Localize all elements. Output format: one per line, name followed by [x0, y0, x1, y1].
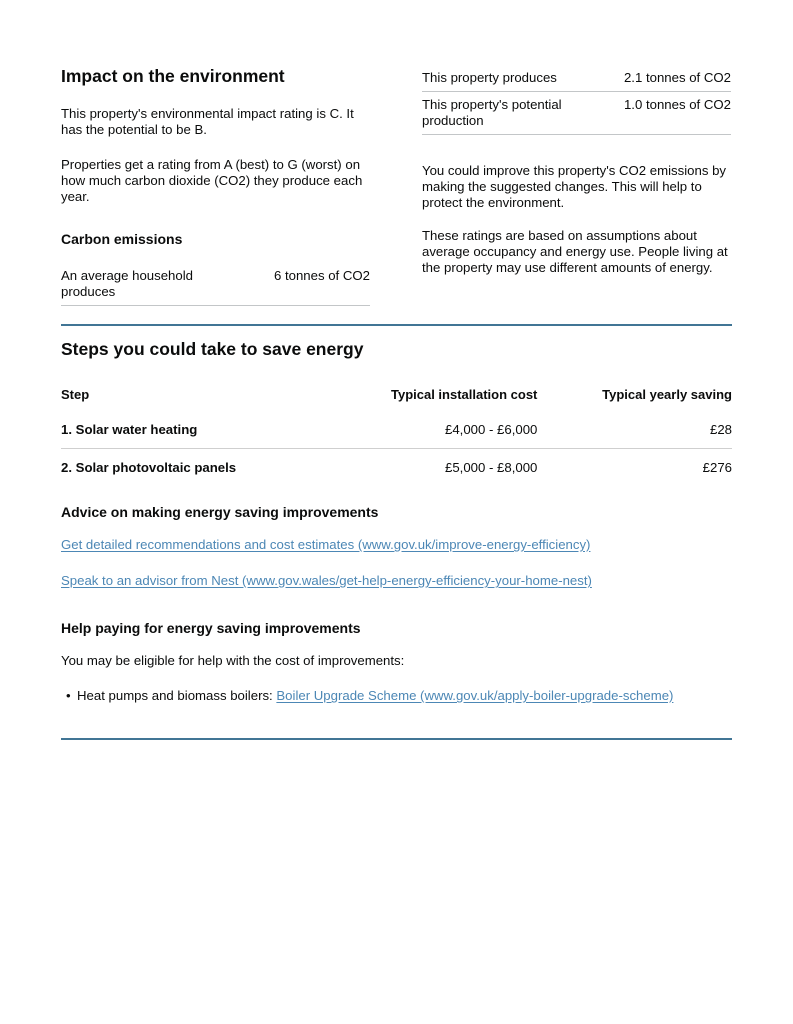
- table-row: [422, 92, 731, 135]
- bullet-text: [77, 688, 673, 704]
- steps-table: [61, 387, 732, 476]
- improve-paragraph: You could improve this property's CO2 emissions by making the suggested changes. This will help to protect the environment.: [422, 163, 727, 210]
- average-household-label: An average household produces: [61, 268, 240, 306]
- step-1-cost: £4,000 - £6,000: [363, 403, 537, 449]
- help-bullet-list: [61, 688, 732, 704]
- table-row: [61, 403, 732, 449]
- link-row: [61, 573, 732, 589]
- bullet-prefix: Heat pumps and biomass boilers:: [77, 688, 277, 703]
- boiler-upgrade-scheme-link[interactable]: Boiler Upgrade Scheme (www.gov.uk/apply-boiler-upgrade-scheme): [276, 688, 674, 703]
- page-content: [61, 0, 732, 740]
- step-2-saving: £276: [702, 460, 732, 475]
- assumptions-paragraph: These ratings are based on assumptions about average occupancy and energy use. People living at the property may use different amounts of energy.: [422, 228, 728, 275]
- help-subsection: [61, 620, 732, 704]
- potential-production-label: This property's potential production: [422, 92, 601, 135]
- recommendations-link[interactable]: Get detailed recommendations and cost estimates (www.gov.uk/improve-energy-efficiency): [61, 537, 591, 552]
- property-co2-table: [422, 70, 731, 135]
- bottom-divider: [61, 738, 732, 740]
- property-produces-value: 2.1 tonnes of CO2: [601, 70, 731, 92]
- bullet-marker: •: [66, 688, 71, 703]
- impact-heading: Impact on the environment: [61, 66, 285, 86]
- property-produces-label: This property produces: [422, 70, 601, 92]
- potential-production-value: 1.0 tonnes of CO2: [601, 92, 731, 135]
- column-header-installation-cost: Typical installation cost: [390, 387, 538, 402]
- impact-explain-paragraph: Properties get a rating from A (best) to G (worst) on how much carbon dioxide (CO2) they produce each year.: [61, 157, 363, 204]
- table-row: [61, 449, 732, 477]
- advice-subsection: [61, 504, 732, 589]
- carbon-emissions-table: [61, 268, 370, 306]
- impact-left-column: [61, 66, 370, 306]
- steps-section: [61, 339, 732, 740]
- steps-table-header-row: [61, 387, 732, 403]
- step-1-name: 1. Solar water heating: [61, 403, 363, 449]
- impact-section: [61, 66, 732, 306]
- average-household-value: 6 tonnes of CO2: [240, 268, 370, 306]
- advice-heading: Advice on making energy saving improvements: [61, 504, 379, 520]
- column-header-yearly-saving: Typical yearly saving: [602, 387, 732, 402]
- carbon-emissions-heading: Carbon emissions: [61, 231, 183, 247]
- impact-rating-paragraph: This property's environmental impact rating is C. It has the potential to be B.: [61, 106, 354, 137]
- section-divider: [61, 324, 732, 326]
- table-row: [422, 70, 731, 92]
- step-2-cost: £5,000 - £8,000: [445, 460, 538, 475]
- column-header-step: Step: [61, 387, 90, 402]
- impact-right-column: [422, 66, 731, 306]
- link-row: [61, 537, 732, 553]
- table-row: [61, 268, 370, 306]
- step-2-name: 2. Solar photovoltaic panels: [61, 460, 237, 475]
- step-1-saving: £28: [537, 403, 732, 449]
- nest-advisor-link[interactable]: Speak to an advisor from Nest (www.gov.wales/get-help-energy-efficiency-your-home-nest): [61, 573, 592, 588]
- help-intro: You may be eligible for help with the cost of improvements:: [61, 653, 405, 668]
- list-item: [61, 688, 732, 704]
- steps-heading: Steps you could take to save energy: [61, 339, 364, 359]
- help-heading: Help paying for energy saving improvements: [61, 620, 361, 636]
